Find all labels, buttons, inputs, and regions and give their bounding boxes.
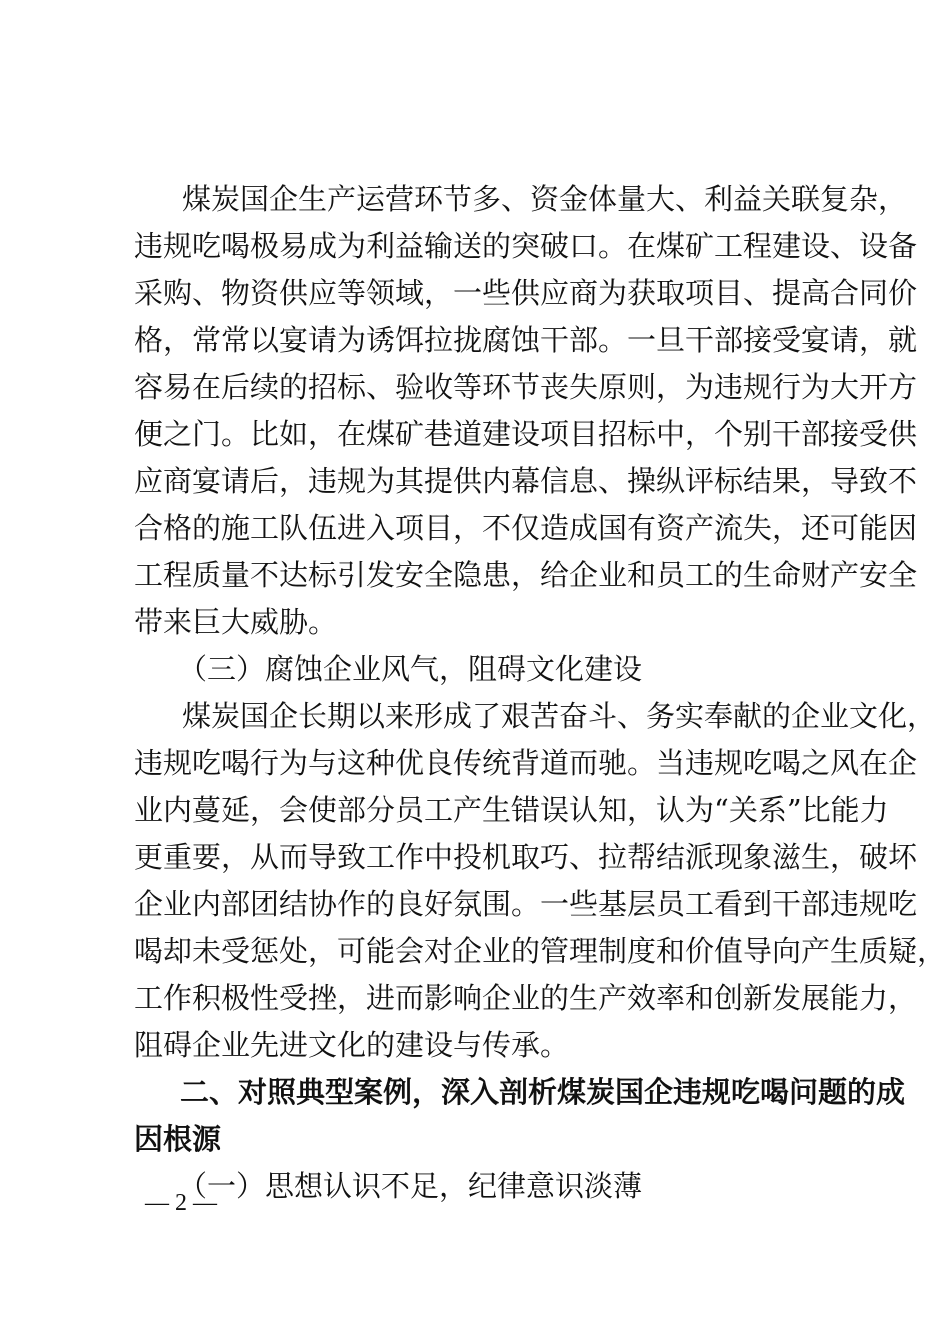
text-line: 应商宴请后，违规为其提供内幕信息、操纵评标结果，导致不 [134, 464, 918, 498]
text-line: 更重要，从而导致工作中投机取巧、拉帮结派现象滋生，破坏 [134, 840, 918, 874]
text-line: 企业内部团结协作的良好氛围。一些基层员工看到干部违规吃 [134, 887, 918, 921]
text-line: 合格的施工队伍进入项目，不仅造成国有资产流失，还可能因 [134, 511, 918, 545]
text-line: 工作积极性受挫，进而影响企业的生产效率和创新发展能力， [134, 981, 918, 1015]
text-line: 格，常常以宴请为诱饵拉拢腐蚀干部。一旦干部接受宴请，就 [134, 323, 918, 357]
text-line: 违规吃喝行为与这种优良传统背道而驰。当违规吃喝之风在企 [134, 746, 918, 780]
text-line: 带来巨大威胁。 [134, 605, 338, 639]
text-line: 煤炭国企生产运营环节多、资金体量大、利益关联复杂， [182, 182, 908, 216]
text-line: 煤炭国企长期以来形成了艰苦奋斗、务实奉献的企业文化， [182, 699, 937, 733]
text-line: 容易在后续的招标、验收等环节丧失原则，为违规行为大开方 [134, 370, 918, 404]
text-line: 违规吃喝极易成为利益输送的突破口。在煤矿工程建设、设备 [134, 229, 918, 263]
text-line: 采购、物资供应等领域，一些供应商为获取项目、提高合同价 [134, 276, 918, 310]
text-line: 便之门。比如，在煤矿巷道建设项目招标中，个别干部接受供 [134, 417, 918, 451]
subheading: （一）思想认识不足，纪律意识淡薄 [178, 1169, 643, 1203]
heading-line: 二、对照典型案例，深入剖析煤炭国企违规吃喝问题的成 [180, 1075, 906, 1109]
page-number: — 2 — [145, 1190, 217, 1216]
text-line: 阻碍企业先进文化的建设与传承。 [134, 1028, 570, 1062]
text-line: 喝却未受惩处，可能会对企业的管理制度和价值导向产生质疑， [134, 934, 947, 968]
subheading: （三）腐蚀企业风气，阻碍文化建设 [178, 652, 643, 686]
text-line: 工程质量不达标引发安全隐患，给企业和员工的生命财产安全 [134, 558, 918, 592]
text-line: 业内蔓延，会使部分员工产生错误认知，认为“关系”比能力 [134, 793, 889, 827]
heading-line: 因根源 [134, 1122, 222, 1156]
